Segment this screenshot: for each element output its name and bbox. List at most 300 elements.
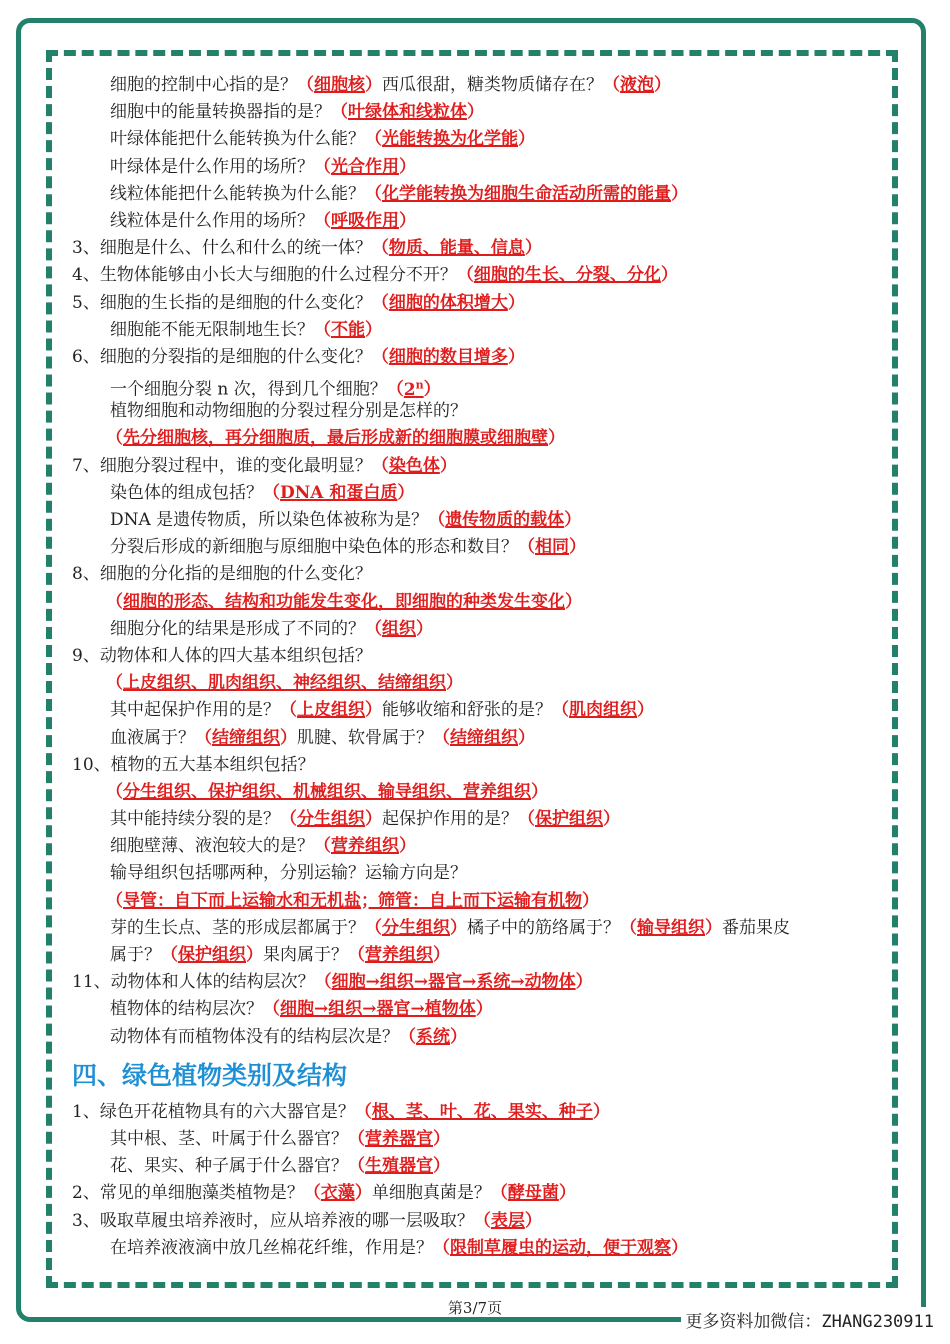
answer <box>304 1183 372 1203</box>
close-paren: ） <box>365 700 382 721</box>
qa-line <box>72 262 884 289</box>
qa-line <box>72 888 884 915</box>
answer-text <box>280 999 476 1019</box>
answer-value: 光能转换为化学能 <box>382 129 518 150</box>
qa-line <box>72 371 884 398</box>
answer-text <box>321 1183 355 1203</box>
open-paren: （ <box>106 591 123 612</box>
answer-text <box>280 483 397 503</box>
answer-value: 营养组织 <box>365 945 433 965</box>
answer-text <box>372 1102 593 1122</box>
question-text: 3、吸取草履虫培养液时，应从培养液的哪一层吸取？ <box>72 1210 474 1231</box>
answer <box>297 75 382 95</box>
question-text: 5、细胞的生长指的是细胞的什么变化？ <box>72 292 372 313</box>
open-paren: （ <box>518 537 535 558</box>
qa-list-section-4 <box>72 1099 884 1262</box>
qa-line <box>72 507 884 534</box>
answer-text <box>212 728 280 748</box>
open-paren: （ <box>433 1237 450 1258</box>
open-paren: （ <box>106 781 123 802</box>
question-text: 11、动物体和人体的结构层次？ <box>72 972 315 993</box>
close-paren: ） <box>671 1237 688 1258</box>
answer <box>365 129 535 149</box>
open-paren: （ <box>354 1101 372 1122</box>
answer-value: 细胞的生长、分裂、分化 <box>473 265 661 286</box>
answer-value: 上皮组织、肌肉组织、神经组织、结缔组织 <box>123 673 446 694</box>
answer-value: 细胞→组织→器官→系统→动物体 <box>331 972 576 993</box>
qa-line <box>72 670 884 697</box>
open-paren: （ <box>473 1210 491 1231</box>
question-text: DNA 是遗传物质，所以染色体被称为是？ <box>110 510 429 530</box>
open-paren: （ <box>348 1128 365 1149</box>
open-paren: （ <box>456 265 474 286</box>
qa-line <box>72 235 884 262</box>
close-paren: ） <box>399 836 416 857</box>
qa-line <box>72 806 884 833</box>
qa-line <box>72 996 884 1023</box>
question-text: 其中能持续分裂的是？ <box>110 809 280 830</box>
answer-value: 分生组织 <box>297 809 365 830</box>
answer-text <box>404 380 424 400</box>
question-text: 1、绿色开花植物具有的六大器官是？ <box>72 1101 355 1122</box>
answer <box>433 728 535 748</box>
answer-value: 肌肉组织 <box>569 700 637 721</box>
question-text: 6、细胞的分裂指的是细胞的什么变化？ <box>72 346 372 367</box>
answer <box>331 102 484 122</box>
question-text: 果肉属于？ <box>263 945 348 965</box>
close-paren: ） <box>660 265 678 286</box>
question-text: 输导组织包括哪两种，分别运输？运输方向是？ <box>110 863 467 884</box>
answer-value: 限制草履虫的运动，便于观察 <box>450 1237 671 1258</box>
answer <box>314 157 416 177</box>
open-paren: （ <box>365 129 382 150</box>
answer-value: 生殖器官 <box>365 1156 433 1177</box>
question-text: 其中起保护作用的是？ <box>110 700 280 721</box>
question-text: 植物体的结构层次？ <box>110 999 263 1020</box>
qa-line <box>72 344 884 371</box>
answer <box>348 1129 450 1149</box>
close-paren: ） <box>246 945 263 965</box>
qa-line <box>72 860 884 887</box>
answer-value: 系统 <box>416 1026 450 1047</box>
answer <box>491 1183 576 1203</box>
question-text: 单细胞真菌是？ <box>371 1183 491 1204</box>
open-paren: （ <box>331 102 348 123</box>
open-paren: （ <box>620 917 637 938</box>
close-paren: ） <box>365 319 382 340</box>
answer-value: 染色体 <box>388 455 440 476</box>
open-paren: （ <box>314 156 331 177</box>
answer-text <box>382 918 450 938</box>
answer-value: 叶绿体和线粒体 <box>348 102 467 123</box>
answer <box>355 1102 610 1122</box>
close-paren: ） <box>592 1101 610 1122</box>
answer <box>280 809 382 829</box>
qa-line <box>72 697 884 724</box>
open-paren: （ <box>314 210 331 231</box>
close-paren: ） <box>507 292 525 313</box>
answer <box>603 75 671 95</box>
qa-line <box>72 99 884 126</box>
open-paren: （ <box>365 917 382 938</box>
qa-line <box>72 779 884 806</box>
question-text: 一个细胞分裂 n 次，得到几个细胞？ <box>110 379 387 400</box>
qa-line <box>72 1126 884 1153</box>
close-paren: ） <box>423 379 441 400</box>
answer <box>106 891 599 911</box>
question-text: 属于？ <box>110 945 161 965</box>
open-paren: （ <box>365 183 382 204</box>
qa-line <box>72 208 884 235</box>
answer-text <box>365 1129 433 1149</box>
answer <box>314 320 382 340</box>
answer <box>365 918 467 938</box>
answer <box>315 972 593 992</box>
close-paren: ） <box>433 1128 450 1149</box>
question-text: 细胞壁薄、液泡较大的是？ <box>110 836 314 857</box>
question-text: 花、果实、种子属于什么器官？ <box>110 1156 348 1177</box>
close-paren: ） <box>603 809 620 830</box>
answer-text <box>389 293 508 313</box>
answer-text <box>389 347 508 367</box>
answer-value: 结缔组织 <box>212 727 280 748</box>
answer-value: 保护组织 <box>535 809 603 830</box>
question-text: 动物体有而植物体没有的结构层次是？ <box>110 1026 399 1047</box>
question-text: 植物细胞和动物细胞的分裂过程分别是怎样的？ <box>110 401 467 422</box>
open-paren: （ <box>371 346 389 367</box>
qa-line <box>72 643 884 670</box>
answer-value: 2 <box>403 379 416 400</box>
answer-text <box>416 1027 450 1047</box>
close-paren: ） <box>450 917 467 938</box>
question-text: 肌腱、软骨属于？ <box>297 727 433 748</box>
close-paren: ） <box>365 75 382 95</box>
answer <box>372 293 525 313</box>
qa-line <box>72 1153 884 1180</box>
qa-line <box>72 589 884 616</box>
answer-text <box>382 619 416 639</box>
question-text: 橘子中的筋络属于？ <box>467 917 620 938</box>
answer-text <box>123 782 531 802</box>
question-text: 能够收缩和舒张的是？ <box>382 700 552 721</box>
answer-text <box>314 75 365 95</box>
answer <box>106 782 548 802</box>
answer-value: 物质、能量、信息 <box>388 238 525 259</box>
question-text: 细胞能不能无限制地生长？ <box>110 319 314 340</box>
answer <box>280 700 382 720</box>
answer-text <box>123 592 565 612</box>
close-paren: ） <box>518 129 535 150</box>
question-text: 细胞的控制中心指的是？ <box>110 75 297 95</box>
close-paren: ） <box>582 890 599 911</box>
answer-text <box>297 809 365 829</box>
open-paren: （ <box>280 700 297 721</box>
question-text: 在培养液液滴中放几丝棉花纤维，作用是？ <box>110 1237 433 1258</box>
answer-text <box>365 1156 433 1176</box>
open-paren: （ <box>518 809 535 830</box>
answer <box>365 184 688 204</box>
question-text: 3、细胞是什么、什么和什么的统一体？ <box>72 238 372 259</box>
answer-text <box>382 129 518 149</box>
answer-value: 组织 <box>382 618 416 639</box>
open-paren: （ <box>348 1156 365 1177</box>
close-paren: ） <box>507 346 525 367</box>
close-paren: ） <box>558 1183 576 1204</box>
open-paren: （ <box>297 75 314 95</box>
footer-note: 更多资料加微信：ZHANG230911 <box>681 1307 938 1332</box>
open-paren: （ <box>552 700 569 721</box>
close-paren: ） <box>467 102 484 123</box>
answer <box>387 380 441 400</box>
answer <box>372 238 542 258</box>
question-text: 8、细胞的分化指的是细胞的什么变化？ <box>72 564 372 585</box>
open-paren: （ <box>263 999 280 1020</box>
close-paren: ） <box>416 618 433 639</box>
open-paren: （ <box>433 727 450 748</box>
answer-value: 分生组织、保护组织、机械组织、输导组织、营养组织 <box>123 781 531 802</box>
answer-value: 分生组织 <box>382 917 450 938</box>
answer <box>518 537 586 557</box>
open-paren: （ <box>314 836 331 857</box>
close-paren: ） <box>399 210 416 231</box>
open-paren: （ <box>399 1026 416 1047</box>
qa-line <box>72 915 884 942</box>
open-paren: （ <box>314 319 331 340</box>
question-text: 血液属于？ <box>110 727 195 748</box>
answer-value: 表层 <box>490 1210 525 1231</box>
answer <box>372 347 525 367</box>
answer-value: 遗传物质的载体 <box>445 510 565 530</box>
close-paren: ） <box>524 238 542 259</box>
question-text: 9、动物体和人体的四大基本组织包括？ <box>72 645 372 666</box>
close-paren: ） <box>280 727 297 748</box>
answer <box>433 1238 688 1258</box>
answer-value: 细胞→组织→器官→植物体 <box>280 999 476 1020</box>
question-text: 叶绿体是什么作用的场所？ <box>110 156 314 177</box>
answer-text <box>382 184 671 204</box>
answer-text <box>535 537 569 557</box>
close-paren: ） <box>518 727 535 748</box>
question-text: 起保护作用的是？ <box>382 809 518 830</box>
answer <box>263 999 493 1019</box>
open-paren: （ <box>371 238 389 259</box>
answer <box>518 809 620 829</box>
qa-line <box>72 534 884 561</box>
open-paren: （ <box>371 292 389 313</box>
qa-line <box>72 561 884 588</box>
question-text: 西瓜很甜，糖类物质储存在？ <box>382 75 603 95</box>
close-paren: ） <box>354 1183 372 1204</box>
question-text: 细胞分化的结果是形成了不同的？ <box>110 618 365 639</box>
qa-line <box>72 425 884 452</box>
question-text: 叶绿体能把什么能转换为什么能？ <box>110 129 365 150</box>
close-paren: ） <box>433 1156 450 1177</box>
page-content <box>72 72 884 1262</box>
answer-value: 相同 <box>535 537 569 558</box>
close-paren: ） <box>671 183 688 204</box>
open-paren: （ <box>263 482 280 503</box>
answer-text <box>637 918 705 938</box>
superscript: n <box>415 378 424 392</box>
answer-value: 衣藻 <box>320 1183 355 1204</box>
question-text: 番茄果皮 <box>722 917 790 938</box>
qa-line <box>72 154 884 181</box>
answer-value: 光合作用 <box>331 156 399 177</box>
question-text: 10、植物的五大基本组织包括？ <box>72 754 315 775</box>
answer-text <box>297 700 365 720</box>
open-paren: （ <box>371 455 389 476</box>
answer-text <box>123 891 582 911</box>
qa-line <box>72 1180 884 1207</box>
answer-text <box>474 265 661 285</box>
question-text: 线粒体能把什么能转换为什么能？ <box>110 183 365 204</box>
answer-value: 细胞核 <box>314 75 365 95</box>
answer-text <box>389 238 525 258</box>
answer-text <box>535 809 603 829</box>
close-paren: ） <box>575 972 593 993</box>
answer-value: 化学能转换为细胞生命活动所需的能量 <box>382 183 671 204</box>
open-paren: （ <box>314 972 332 993</box>
qa-line <box>72 616 884 643</box>
qa-line <box>72 969 884 996</box>
close-paren: ） <box>705 917 722 938</box>
answer <box>106 673 463 693</box>
question-text: 芽的生长点、茎的形成层都属于？ <box>110 917 365 938</box>
answer-value: 导管：自下而上运输水和无机盐；筛管：自上而下运输有机物 <box>123 890 582 911</box>
open-paren: （ <box>161 945 178 965</box>
qa-line <box>72 942 884 969</box>
answer-value: 液泡 <box>620 75 654 95</box>
answer-value: 上皮组织 <box>297 700 365 721</box>
close-paren: ） <box>564 510 582 530</box>
answer-value: 细胞的数目增多 <box>388 346 508 367</box>
answer <box>620 918 722 938</box>
qa-line <box>72 453 884 480</box>
answer <box>263 483 414 503</box>
open-paren: （ <box>106 673 123 694</box>
answer <box>399 1027 467 1047</box>
answer <box>106 428 565 448</box>
open-paren: （ <box>490 1183 508 1204</box>
open-paren: （ <box>303 1183 321 1204</box>
question-text: 细胞中的能量转换器指的是？ <box>110 102 331 123</box>
question-text: 4、生物体能够由小长大与细胞的什么过程分不开？ <box>72 265 457 286</box>
answer-text <box>620 75 654 95</box>
close-paren: ） <box>475 999 493 1020</box>
open-paren: （ <box>280 809 297 830</box>
qa-line <box>72 398 884 425</box>
answer-text <box>123 428 548 448</box>
answer-value: 营养器官 <box>365 1128 433 1149</box>
answer-value: 酵母菌 <box>507 1183 559 1204</box>
question-text: 7、细胞分裂过程中，谁的变化最明显？ <box>72 455 372 476</box>
answer-text <box>389 456 440 476</box>
answer <box>474 1211 542 1231</box>
qa-line <box>72 290 884 317</box>
question-text: 染色体的组成包括？ <box>110 482 263 503</box>
answer-text <box>491 1211 525 1231</box>
qa-line <box>72 126 884 153</box>
qa-line <box>72 480 884 507</box>
question-text: 线粒体是什么作用的场所？ <box>110 210 314 231</box>
answer <box>552 700 654 720</box>
answer-text <box>331 211 399 231</box>
open-paren: （ <box>106 890 123 911</box>
close-paren: ） <box>548 428 565 449</box>
qa-line <box>72 181 884 208</box>
open-paren: （ <box>386 379 404 400</box>
answer <box>314 211 416 231</box>
answer-text <box>450 1238 671 1258</box>
answer-text <box>445 510 564 530</box>
answer-text <box>178 945 246 965</box>
answer <box>348 1156 450 1176</box>
answer <box>161 945 263 965</box>
answer-value: 输导组织 <box>637 917 705 938</box>
answer-text <box>331 836 399 856</box>
answer <box>106 592 582 612</box>
close-paren: ） <box>569 537 586 558</box>
answer <box>314 836 416 856</box>
qa-line <box>72 72 884 99</box>
open-paren: （ <box>428 510 446 530</box>
open-paren: （ <box>195 727 212 748</box>
qa-line <box>72 752 884 779</box>
answer-text <box>331 320 365 340</box>
close-paren: ） <box>397 482 415 503</box>
question-text: 其中根、茎、叶属于什么器官？ <box>110 1128 348 1149</box>
qa-line <box>72 1208 884 1235</box>
question-text: 分裂后形成的新细胞与原细胞中染色体的形态和数目？ <box>110 537 518 558</box>
open-paren: （ <box>106 428 123 449</box>
answer-text <box>348 102 467 122</box>
page-number: 第3/7页 <box>447 1299 503 1317</box>
answer <box>457 265 678 285</box>
answer-text <box>365 945 433 965</box>
answer <box>348 945 450 965</box>
close-paren: ） <box>531 781 548 802</box>
answer-value: 呼吸作用 <box>331 210 399 231</box>
qa-list <box>72 72 884 1051</box>
qa-line <box>72 725 884 752</box>
close-paren: ） <box>450 1026 467 1047</box>
answer-value: 营养组织 <box>331 836 399 857</box>
close-paren: ） <box>565 591 582 612</box>
answer-text <box>508 1183 559 1203</box>
close-paren: ） <box>439 455 457 476</box>
answer <box>195 728 297 748</box>
answer-value: 细胞的体积增大 <box>388 292 508 313</box>
answer <box>372 456 457 476</box>
qa-line <box>72 833 884 860</box>
answer-value: 先分细胞核，再分细胞质，最后形成新的细胞膜或细胞壁 <box>123 428 548 449</box>
answer <box>428 510 581 530</box>
answer-text <box>332 972 576 992</box>
close-paren: ） <box>637 700 654 721</box>
answer-text <box>450 728 518 748</box>
close-paren: ） <box>433 945 450 965</box>
close-paren: ） <box>524 1210 542 1231</box>
answer-text <box>569 700 637 720</box>
close-paren: ） <box>654 75 671 95</box>
open-paren: （ <box>603 75 620 95</box>
qa-line <box>72 1099 884 1126</box>
answer-text <box>123 673 446 693</box>
qa-line <box>72 1024 884 1051</box>
answer-value: 结缔组织 <box>450 727 518 748</box>
answer <box>365 619 433 639</box>
qa-line <box>72 1235 884 1262</box>
